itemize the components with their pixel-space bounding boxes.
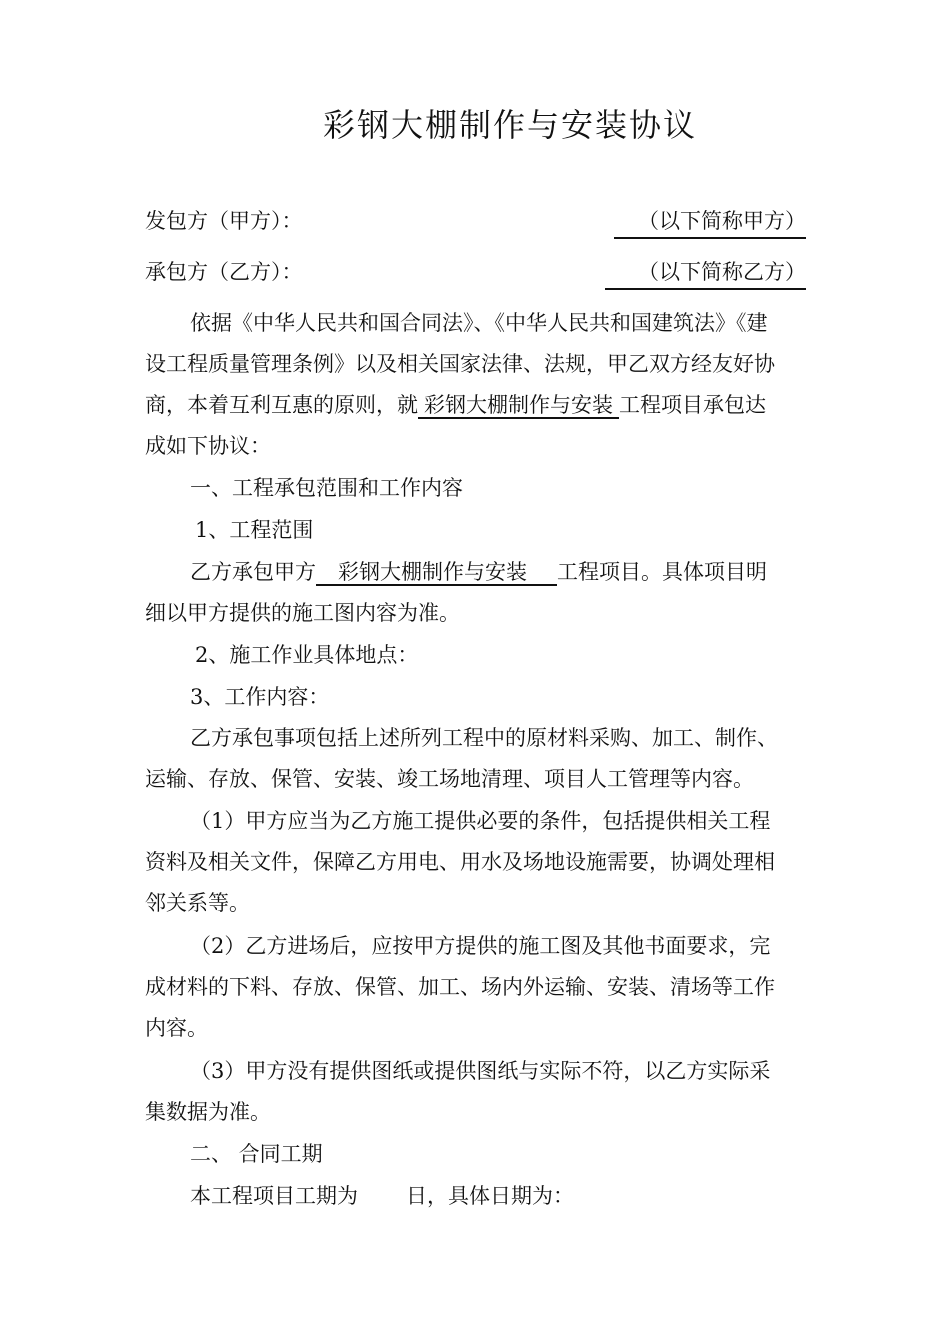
work-content-line-1: 乙方承包事项包括上述所列工程中的原材料采购、加工、制作、 bbox=[190, 726, 778, 750]
item-1-line-2: 资料及相关文件，保障乙方用电、用水及场地设施需要，协调处理相 bbox=[145, 850, 775, 874]
duration-pre: 本工程项目工期为 bbox=[190, 1184, 358, 1208]
section-2-heading: 二、 合同工期 bbox=[190, 1142, 323, 1166]
item-3-line-1: （3）甲方没有提供图纸或提供图纸与实际不符，以乙方实际采 bbox=[190, 1059, 771, 1083]
item-2-line-3: 内容。 bbox=[145, 1016, 208, 1040]
scope-line-1 bbox=[190, 556, 855, 586]
intro-line-3-post: 工程项目承包达 bbox=[619, 393, 766, 417]
work-content-line-2: 运输、存放、保管、安装、竣工场地清理、项目人工管理等内容。 bbox=[145, 767, 754, 791]
item-1-line-3: 邻关系等。 bbox=[145, 891, 250, 915]
item-1-line-1: （1）甲方应当为乙方施工提供必要的条件，包括提供相关工程 bbox=[190, 809, 771, 833]
scope-project-underlined: 彩钢大棚制作与安装 bbox=[316, 560, 557, 586]
document-title: 彩钢大棚制作与安装协议 bbox=[322, 106, 697, 144]
party-a-note: （以下简称甲方） bbox=[614, 205, 806, 239]
item-3-line-2: 集数据为准。 bbox=[145, 1100, 271, 1124]
subsection-1-3-heading: 3、工作内容： bbox=[190, 685, 330, 709]
subsection-1-1-heading: 1、工程范围 bbox=[195, 518, 314, 542]
intro-line-3 bbox=[145, 389, 810, 419]
duration-post: 日，具体日期为： bbox=[406, 1184, 574, 1208]
intro-line-2: 设工程质量管理条例》以及相关国家法律、法规，甲乙双方经友好协 bbox=[145, 352, 775, 376]
item-2-line-1: （2）乙方进场后，应按甲方提供的施工图及其他书面要求，完 bbox=[190, 934, 771, 958]
project-name-underlined: 彩钢大棚制作与安装 bbox=[418, 393, 619, 419]
party-b-label: 承包方（乙方）： bbox=[145, 260, 303, 284]
item-2-line-2: 成材料的下料、存放、保管、加工、场内外运输、安装、清场等工作 bbox=[145, 975, 775, 999]
intro-line-4: 成如下协议： bbox=[145, 434, 271, 458]
subsection-1-2-heading: 2、施工作业具体地点： bbox=[195, 643, 419, 667]
scope-post: 工程项目。具体项目明 bbox=[557, 560, 767, 584]
section-1-heading: 一、工程承包范围和工作内容 bbox=[190, 476, 463, 500]
intro-line-3-pre: 商，本着互利互惠的原则，就 bbox=[145, 393, 418, 417]
scope-line-2: 细以甲方提供的施工图内容为准。 bbox=[145, 601, 460, 625]
party-b-note: （以下简称乙方） bbox=[605, 256, 806, 290]
intro-line-1: 依据《中华人民共和国合同法》、《中华人民共和国建筑法》《建 bbox=[190, 311, 768, 335]
party-a-label: 发包方（甲方）： bbox=[145, 209, 303, 233]
scope-pre: 乙方承包甲方 bbox=[190, 560, 316, 584]
duration-line bbox=[190, 1180, 855, 1210]
